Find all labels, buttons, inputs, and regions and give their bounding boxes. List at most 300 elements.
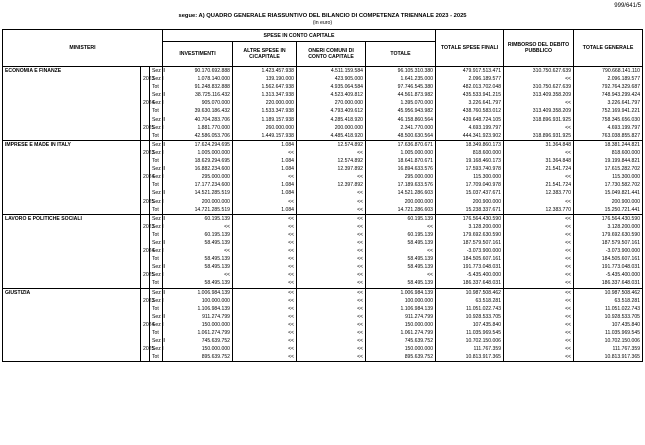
- value-cell: 18.349.860.173: [436, 140, 504, 149]
- value-cell: 295.000.000: [366, 173, 436, 181]
- ministry-name: [3, 279, 141, 288]
- section-label: Sez I: [150, 271, 163, 279]
- value-cell: 21.541.724: [504, 165, 574, 173]
- value-cell: 58.495.139: [366, 239, 436, 247]
- section-label: Sez II: [150, 288, 163, 297]
- value-cell: 10.702.150.006: [436, 337, 504, 345]
- value-cell: <<: [163, 247, 233, 255]
- value-cell: 111.767.359: [574, 345, 643, 353]
- ministry-name: [3, 173, 141, 181]
- value-cell: <<: [233, 313, 297, 321]
- year-cell: 2024: [141, 247, 150, 255]
- table-row: [3, 231, 643, 239]
- value-cell: 220.000.000: [233, 99, 297, 107]
- value-cell: <<: [504, 239, 574, 247]
- value-cell: 10.928.533.705: [574, 313, 643, 321]
- value-cell: 96.105.310.380: [366, 67, 436, 76]
- value-cell: 313.409.358.209: [504, 91, 574, 99]
- value-cell: 115.300.000: [574, 173, 643, 181]
- year-cell: 2023: [141, 223, 150, 231]
- table-row: [3, 279, 643, 288]
- value-cell: 12.574.892: [297, 157, 366, 165]
- table-row: [3, 239, 643, 247]
- value-cell: <<: [504, 75, 574, 83]
- value-cell: 191.773.048.031: [574, 263, 643, 271]
- section-label: Sez I: [150, 99, 163, 107]
- section-label: Sez II: [150, 140, 163, 149]
- value-cell: 1.533.347.938: [233, 107, 297, 115]
- value-cell: 100.000.000: [366, 297, 436, 305]
- value-cell: 176.564.430.590: [574, 214, 643, 223]
- value-cell: 12.383.770: [504, 189, 574, 197]
- section-label: Sez I: [150, 124, 163, 132]
- value-cell: <<: [233, 198, 297, 206]
- value-cell: 58.495.139: [163, 279, 233, 288]
- value-cell: 16.882.234.600: [163, 165, 233, 173]
- value-cell: 107.435.840: [574, 321, 643, 329]
- value-cell: <<: [297, 198, 366, 206]
- value-cell: 60.195.139: [366, 214, 436, 223]
- value-cell: 1.423.457.938: [233, 67, 297, 76]
- ministry-name: [3, 124, 141, 132]
- section-label: Sez I: [150, 345, 163, 353]
- year-cell: [141, 313, 150, 321]
- value-cell: <<: [233, 149, 297, 157]
- value-cell: 3.226.641.797: [436, 99, 504, 107]
- value-cell: 18.629.294.695: [163, 157, 233, 165]
- year-cell: [141, 67, 150, 76]
- value-cell: 18.641.870.671: [366, 157, 436, 165]
- year-cell: [141, 305, 150, 313]
- value-cell: 91.248.832.888: [163, 83, 233, 91]
- value-cell: 763.038.855.827: [574, 132, 643, 141]
- ministry-name: [3, 223, 141, 231]
- table-row: [3, 305, 643, 313]
- year-cell: 2023: [141, 75, 150, 83]
- value-cell: 11.051.022.743: [436, 305, 504, 313]
- value-cell: 115.300.000: [436, 173, 504, 181]
- value-cell: 107.435.840: [436, 321, 504, 329]
- table-header: [3, 30, 643, 67]
- ministry-name: [3, 337, 141, 345]
- value-cell: 176.564.430.590: [436, 214, 504, 223]
- year-cell: [141, 206, 150, 215]
- value-cell: 97.746.545.380: [366, 83, 436, 91]
- ministry-name: [3, 75, 141, 83]
- value-cell: 4.935.064.584: [297, 83, 366, 91]
- value-cell: <<: [504, 173, 574, 181]
- section-label: Sez II: [150, 116, 163, 124]
- header-altre-spese: ALTRE SPESE IN C/CAPITALE: [233, 42, 297, 67]
- report-subtitle: (in euro): [312, 20, 333, 26]
- table-row: [3, 353, 643, 362]
- ministry-name: [3, 353, 141, 362]
- value-cell: 42.586.053.706: [163, 132, 233, 141]
- value-cell: 1.106.984.139: [366, 305, 436, 313]
- value-cell: 318.896.931.925: [504, 132, 574, 141]
- value-cell: 2.096.189.577: [436, 75, 504, 83]
- year-cell: 2025: [141, 198, 150, 206]
- value-cell: 479.917.513.471: [436, 67, 504, 76]
- ministry-name: [3, 345, 141, 353]
- value-cell: <<: [233, 353, 297, 362]
- value-cell: 1.881.770.000: [163, 124, 233, 132]
- value-cell: <<: [504, 279, 574, 288]
- value-cell: 911.274.799: [366, 313, 436, 321]
- table-row: [3, 132, 643, 141]
- section-label: Tot: [150, 255, 163, 263]
- section-label: Sez II: [150, 165, 163, 173]
- value-cell: 186.337.648.031: [436, 279, 504, 288]
- section-label: Sez II: [150, 91, 163, 99]
- ministry-name: [3, 255, 141, 263]
- value-cell: 4.693.199.797: [574, 124, 643, 132]
- year-cell: [141, 288, 150, 297]
- value-cell: <<: [297, 353, 366, 362]
- year-cell: [141, 181, 150, 189]
- value-cell: 318.896.931.925: [504, 116, 574, 124]
- year-cell: 2025: [141, 124, 150, 132]
- ministry-name: [3, 206, 141, 215]
- ministry-name: [3, 149, 141, 157]
- table-body: [3, 67, 643, 362]
- year-cell: 2025: [141, 345, 150, 353]
- year-cell: [141, 157, 150, 165]
- value-cell: 1.084: [233, 165, 297, 173]
- table-row: [3, 288, 643, 297]
- ministry-name: [3, 198, 141, 206]
- value-cell: 14.721.286.603: [366, 206, 436, 215]
- section-label: Tot: [150, 353, 163, 362]
- value-cell: <<: [297, 255, 366, 263]
- section-label: Sez I: [150, 247, 163, 255]
- value-cell: 482.013.702.048: [436, 83, 504, 91]
- ministry-name: ECONOMIA E FINANZE: [3, 67, 141, 76]
- value-cell: <<: [297, 345, 366, 353]
- value-cell: <<: [504, 297, 574, 305]
- value-cell: 58.495.139: [366, 263, 436, 271]
- value-cell: <<: [504, 288, 574, 297]
- year-cell: [141, 107, 150, 115]
- table-row: [3, 83, 643, 91]
- value-cell: 423.905.000: [297, 75, 366, 83]
- value-cell: -3.073.900.000: [436, 247, 504, 255]
- value-cell: 745.639.752: [366, 337, 436, 345]
- section-label: Sez I: [150, 173, 163, 181]
- table-row: [3, 247, 643, 255]
- value-cell: 1.084: [233, 157, 297, 165]
- table-row: [3, 263, 643, 271]
- value-cell: <<: [297, 279, 366, 288]
- ministry-name: [3, 189, 141, 197]
- year-cell: 2024: [141, 173, 150, 181]
- value-cell: <<: [297, 214, 366, 223]
- table-row: [3, 173, 643, 181]
- value-cell: 17.624.294.695: [163, 140, 233, 149]
- value-cell: 1.006.984.139: [163, 288, 233, 297]
- value-cell: 200.000.000: [366, 198, 436, 206]
- ministry-name: [3, 132, 141, 141]
- value-cell: <<: [504, 247, 574, 255]
- value-cell: <<: [297, 271, 366, 279]
- value-cell: <<: [233, 231, 297, 239]
- value-cell: <<: [233, 337, 297, 345]
- value-cell: 1.061.274.799: [366, 329, 436, 337]
- ministry-name: [3, 165, 141, 173]
- value-cell: 15.037.437.671: [436, 189, 504, 197]
- value-cell: 111.767.359: [436, 345, 504, 353]
- table-row: [3, 313, 643, 321]
- value-cell: <<: [233, 297, 297, 305]
- value-cell: 17.730.582.702: [574, 181, 643, 189]
- year-cell: [141, 140, 150, 149]
- value-cell: <<: [297, 149, 366, 157]
- value-cell: 438.760.583.012: [436, 107, 504, 115]
- table-row: [3, 223, 643, 231]
- ministry-name: GIUSTIZIA: [3, 288, 141, 297]
- value-cell: <<: [297, 189, 366, 197]
- value-cell: 63.518.281: [574, 297, 643, 305]
- value-cell: 15.250.721.441: [574, 206, 643, 215]
- ministry-name: IMPRESE E MADE IN ITALY: [3, 140, 141, 149]
- year-cell: [141, 337, 150, 345]
- value-cell: 139.190.000: [233, 75, 297, 83]
- table-row: [3, 255, 643, 263]
- value-cell: 818.600.000: [574, 149, 643, 157]
- table-row: [3, 99, 643, 107]
- value-cell: <<: [504, 313, 574, 321]
- section-label: Sez II: [150, 214, 163, 223]
- year-cell: [141, 239, 150, 247]
- year-cell: [141, 214, 150, 223]
- report-title: segue: A) QUADRO GENERALE RIASSUNTIVO DEL BILANCIO DI COMPETENZA TRIENNALE 2023 - 2025: [178, 13, 467, 19]
- value-cell: 1.084: [233, 206, 297, 215]
- year-cell: [141, 91, 150, 99]
- budget-table: [2, 29, 643, 362]
- section-label: Sez II: [150, 67, 163, 76]
- header-totale-generale: TOTALE GENERALE: [574, 30, 643, 67]
- section-label: Tot: [150, 279, 163, 288]
- table-row: [3, 157, 643, 165]
- value-cell: 200.900.000: [574, 198, 643, 206]
- ministry-name: [3, 313, 141, 321]
- table-row: [3, 206, 643, 215]
- year-cell: [141, 353, 150, 362]
- value-cell: 200.000.000: [297, 124, 366, 132]
- value-cell: <<: [233, 305, 297, 313]
- value-cell: 1.078.140.000: [163, 75, 233, 83]
- value-cell: <<: [233, 288, 297, 297]
- ministry-name: [3, 305, 141, 313]
- value-cell: 31.364.848: [504, 157, 574, 165]
- header-investimenti: INVESTIMENTI: [163, 42, 233, 67]
- year-cell: [141, 132, 150, 141]
- value-cell: 186.337.648.031: [574, 279, 643, 288]
- value-cell: 10.928.533.705: [436, 313, 504, 321]
- value-cell: <<: [504, 149, 574, 157]
- year-cell: [141, 231, 150, 239]
- value-cell: 4.511.159.584: [297, 67, 366, 76]
- value-cell: <<: [233, 239, 297, 247]
- header-ministeri: MINISTERI: [3, 30, 163, 67]
- value-cell: 2.341.770.000: [366, 124, 436, 132]
- value-cell: 14.521.285.519: [163, 189, 233, 197]
- value-cell: 60.195.139: [366, 231, 436, 239]
- value-cell: 1.313.347.938: [233, 91, 297, 99]
- value-cell: 1.084: [233, 181, 297, 189]
- value-cell: 17.189.633.576: [366, 181, 436, 189]
- value-cell: 1.106.984.139: [163, 305, 233, 313]
- value-cell: 17.636.870.671: [366, 140, 436, 149]
- value-cell: 17.593.740.978: [436, 165, 504, 173]
- ministry-name: [3, 116, 141, 124]
- value-cell: <<: [233, 321, 297, 329]
- value-cell: 17.615.282.702: [574, 165, 643, 173]
- section-label: Tot: [150, 231, 163, 239]
- value-cell: 1.006.984.139: [366, 288, 436, 297]
- value-cell: 260.000.000: [233, 124, 297, 132]
- value-cell: 179.692.630.590: [436, 231, 504, 239]
- ministry-name: [3, 231, 141, 239]
- ministry-name: [3, 83, 141, 91]
- value-cell: 911.274.799: [163, 313, 233, 321]
- value-cell: 12.383.770: [504, 206, 574, 215]
- value-cell: 313.409.358.209: [504, 107, 574, 115]
- value-cell: -5.435.400.000: [436, 271, 504, 279]
- year-cell: 2024: [141, 99, 150, 107]
- value-cell: 15.238.337.671: [436, 206, 504, 215]
- value-cell: 14.521.286.603: [366, 189, 436, 197]
- section-label: Sez I: [150, 149, 163, 157]
- value-cell: 895.639.752: [163, 353, 233, 362]
- section-label: Tot: [150, 305, 163, 313]
- value-cell: <<: [297, 305, 366, 313]
- year-cell: [141, 255, 150, 263]
- value-cell: <<: [297, 297, 366, 305]
- value-cell: 58.495.139: [163, 239, 233, 247]
- value-cell: 3.226.641.797: [574, 99, 643, 107]
- value-cell: 187.579.507.161: [436, 239, 504, 247]
- value-cell: 1.562.647.938: [233, 83, 297, 91]
- value-cell: 45.956.943.982: [366, 107, 436, 115]
- table-row: [3, 337, 643, 345]
- value-cell: 150.000.000: [366, 321, 436, 329]
- table-row: [3, 75, 643, 83]
- section-label: Tot: [150, 132, 163, 141]
- value-cell: 1.005.000.000: [163, 149, 233, 157]
- value-cell: 295.000.000: [163, 173, 233, 181]
- value-cell: 1.641.235.000: [366, 75, 436, 83]
- section-label: Sez II: [150, 263, 163, 271]
- value-cell: <<: [504, 231, 574, 239]
- value-cell: 10.813.917.365: [436, 353, 504, 362]
- ministry-name: [3, 329, 141, 337]
- value-cell: 11.035.969.545: [436, 329, 504, 337]
- value-cell: 17.709.040.978: [436, 181, 504, 189]
- value-cell: <<: [233, 271, 297, 279]
- value-cell: 1.061.274.799: [163, 329, 233, 337]
- year-cell: [141, 116, 150, 124]
- value-cell: <<: [504, 223, 574, 231]
- table-row: [3, 165, 643, 173]
- value-cell: 12.574.892: [297, 140, 366, 149]
- value-cell: 18.381.244.821: [574, 140, 643, 149]
- value-cell: 310.750.627.639: [504, 67, 574, 76]
- value-cell: 184.505.607.161: [574, 255, 643, 263]
- section-label: Sez II: [150, 313, 163, 321]
- value-cell: 21.541.724: [504, 181, 574, 189]
- section-label: Sez II: [150, 337, 163, 345]
- value-cell: 818.600.000: [436, 149, 504, 157]
- value-cell: <<: [297, 263, 366, 271]
- section-label: Sez II: [150, 239, 163, 247]
- value-cell: 3.128.200.000: [574, 223, 643, 231]
- value-cell: 60.195.139: [163, 231, 233, 239]
- value-cell: -5.435.400.000: [574, 271, 643, 279]
- value-cell: 90.170.692.888: [163, 67, 233, 76]
- section-label: Sez I: [150, 321, 163, 329]
- value-cell: <<: [233, 247, 297, 255]
- value-cell: 187.579.507.161: [574, 239, 643, 247]
- value-cell: 63.518.281: [436, 297, 504, 305]
- table-row: [3, 67, 643, 76]
- value-cell: 179.692.630.590: [574, 231, 643, 239]
- value-cell: 4.485.418.920: [297, 132, 366, 141]
- table-row: [3, 271, 643, 279]
- value-cell: 4.793.409.612: [297, 107, 366, 115]
- value-cell: 12.397.892: [297, 181, 366, 189]
- value-cell: <<: [233, 263, 297, 271]
- value-cell: 16.894.633.576: [366, 165, 436, 173]
- value-cell: <<: [366, 223, 436, 231]
- value-cell: <<: [297, 239, 366, 247]
- value-cell: 1.189.157.938: [233, 116, 297, 124]
- header-oneri-comuni: ONERI COMUNI DI CONTO CAPITALE: [297, 42, 366, 67]
- value-cell: 310.750.627.639: [504, 83, 574, 91]
- section-label: Tot: [150, 83, 163, 91]
- value-cell: <<: [297, 231, 366, 239]
- ministry-name: [3, 181, 141, 189]
- value-cell: <<: [297, 173, 366, 181]
- year-cell: [141, 189, 150, 197]
- value-cell: 1.395.070.000: [366, 99, 436, 107]
- year-cell: 2024: [141, 321, 150, 329]
- value-cell: 748.943.299.424: [574, 91, 643, 99]
- table-row: [3, 149, 643, 157]
- year-cell: 2023: [141, 149, 150, 157]
- value-cell: 1.005.000.000: [366, 149, 436, 157]
- section-label: Sez I: [150, 75, 163, 83]
- ministry-name: [3, 247, 141, 255]
- value-cell: 444.341.923.902: [436, 132, 504, 141]
- value-cell: 184.505.607.161: [436, 255, 504, 263]
- value-cell: 10.813.917.365: [574, 353, 643, 362]
- table-row: [3, 214, 643, 223]
- year-cell: [141, 83, 150, 91]
- value-cell: 758.345.656.030: [574, 116, 643, 124]
- value-cell: 14.721.285.519: [163, 206, 233, 215]
- ministry-name: [3, 239, 141, 247]
- table-row: [3, 189, 643, 197]
- value-cell: <<: [504, 263, 574, 271]
- value-cell: <<: [504, 305, 574, 313]
- value-cell: <<: [297, 313, 366, 321]
- table-row: [3, 124, 643, 132]
- value-cell: 15.049.821.441: [574, 189, 643, 197]
- value-cell: 3.128.200.000: [436, 223, 504, 231]
- ministry-name: [3, 99, 141, 107]
- value-cell: 752.169.941.221: [574, 107, 643, 115]
